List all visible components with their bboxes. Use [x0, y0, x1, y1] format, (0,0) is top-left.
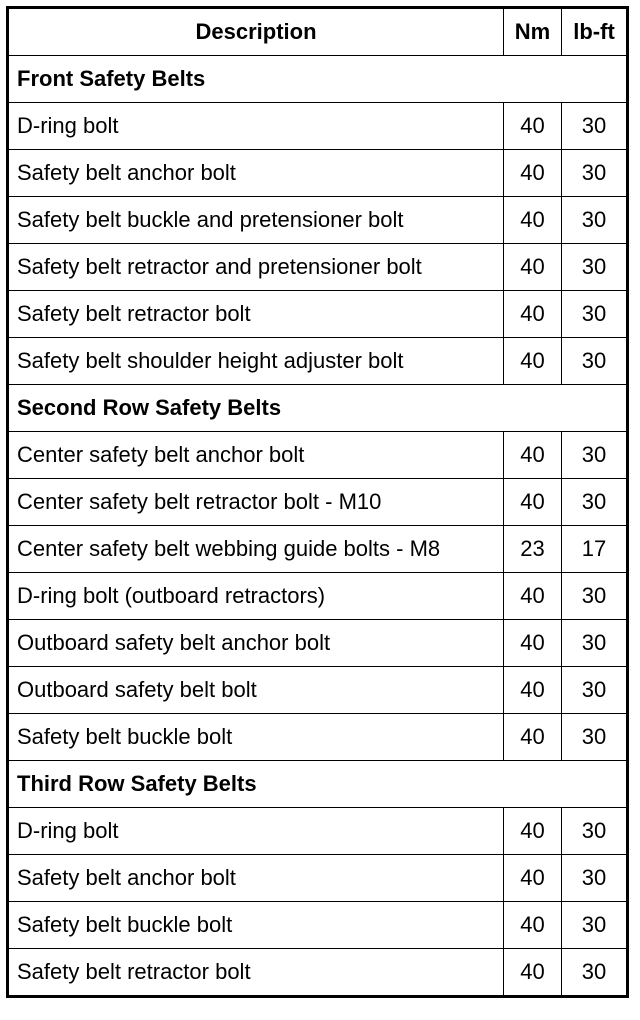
row-lbft: 30: [562, 150, 628, 197]
row-description: D-ring bolt: [8, 808, 504, 855]
table-row: [8, 244, 628, 291]
header-nm: Nm: [504, 8, 562, 56]
row-nm: 23: [504, 526, 562, 573]
row-description: Safety belt retractor bolt: [8, 949, 504, 997]
row-description: Safety belt anchor bolt: [8, 150, 504, 197]
row-description: Safety belt anchor bolt: [8, 855, 504, 902]
table-row: [8, 808, 628, 855]
section-title: Front Safety Belts: [8, 56, 628, 103]
table-row: [8, 150, 628, 197]
row-nm: 40: [504, 479, 562, 526]
row-lbft: 30: [562, 291, 628, 338]
table-row: [8, 479, 628, 526]
row-lbft: 30: [562, 103, 628, 150]
table-row: [8, 855, 628, 902]
table-row: [8, 620, 628, 667]
row-description: Safety belt shoulder height adjuster bolt: [8, 338, 504, 385]
header-description: Description: [8, 8, 504, 56]
section-row: [8, 385, 628, 432]
row-nm: 40: [504, 714, 562, 761]
row-description: Safety belt buckle bolt: [8, 902, 504, 949]
table-row: [8, 526, 628, 573]
row-lbft: 30: [562, 714, 628, 761]
row-lbft: 17: [562, 526, 628, 573]
row-nm: 40: [504, 949, 562, 997]
row-description: Center safety belt retractor bolt - M10: [8, 479, 504, 526]
row-nm: 40: [504, 855, 562, 902]
torque-spec-table: [6, 6, 629, 998]
row-lbft: 30: [562, 902, 628, 949]
row-lbft: 30: [562, 620, 628, 667]
row-nm: 40: [504, 620, 562, 667]
row-description: Safety belt retractor bolt: [8, 291, 504, 338]
row-lbft: 30: [562, 573, 628, 620]
row-lbft: 30: [562, 855, 628, 902]
row-lbft: 30: [562, 949, 628, 997]
header-row: [8, 8, 628, 56]
table-row: [8, 714, 628, 761]
row-lbft: 30: [562, 667, 628, 714]
torque-spec-table-container: [6, 6, 629, 998]
row-description: D-ring bolt (outboard retractors): [8, 573, 504, 620]
row-description: Safety belt buckle and pretensioner bolt: [8, 197, 504, 244]
row-description: Center safety belt anchor bolt: [8, 432, 504, 479]
row-lbft: 30: [562, 244, 628, 291]
row-description: Safety belt buckle bolt: [8, 714, 504, 761]
table-row: [8, 291, 628, 338]
table-row: [8, 949, 628, 997]
row-description: Center safety belt webbing guide bolts - M8: [8, 526, 504, 573]
row-description: Outboard safety belt bolt: [8, 667, 504, 714]
table-row: [8, 902, 628, 949]
row-lbft: 30: [562, 432, 628, 479]
table-row: [8, 432, 628, 479]
row-lbft: 30: [562, 338, 628, 385]
row-nm: 40: [504, 808, 562, 855]
row-nm: 40: [504, 103, 562, 150]
row-nm: 40: [504, 244, 562, 291]
table-row: [8, 338, 628, 385]
table-row: [8, 103, 628, 150]
row-lbft: 30: [562, 197, 628, 244]
table-row: [8, 667, 628, 714]
row-lbft: 30: [562, 808, 628, 855]
section-title: Second Row Safety Belts: [8, 385, 628, 432]
row-nm: 40: [504, 667, 562, 714]
row-nm: 40: [504, 291, 562, 338]
row-nm: 40: [504, 150, 562, 197]
section-title: Third Row Safety Belts: [8, 761, 628, 808]
row-description: D-ring bolt: [8, 103, 504, 150]
table-row: [8, 573, 628, 620]
row-nm: 40: [504, 902, 562, 949]
header-lbft: lb-ft: [562, 8, 628, 56]
row-nm: 40: [504, 197, 562, 244]
row-lbft: 30: [562, 479, 628, 526]
section-row: [8, 56, 628, 103]
table-row: [8, 197, 628, 244]
row-nm: 40: [504, 432, 562, 479]
section-row: [8, 761, 628, 808]
row-nm: 40: [504, 338, 562, 385]
row-nm: 40: [504, 573, 562, 620]
row-description: Outboard safety belt anchor bolt: [8, 620, 504, 667]
row-description: Safety belt retractor and pretensioner bolt: [8, 244, 504, 291]
